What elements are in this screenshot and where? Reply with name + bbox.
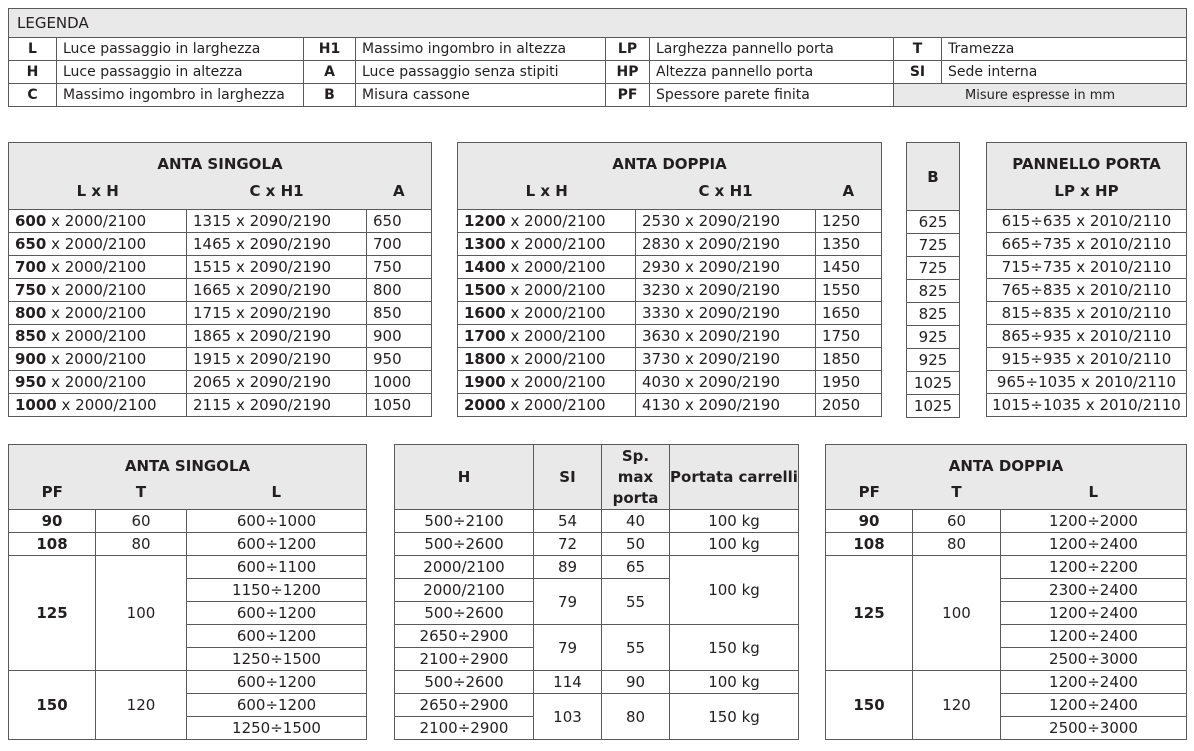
cell-l: 1200÷2000 bbox=[1001, 510, 1187, 533]
cell-l: 600÷1200 bbox=[187, 625, 367, 648]
column-header: L x H bbox=[9, 173, 187, 210]
cell-lxh bbox=[458, 256, 636, 279]
cell-cxh1: 1865 x 2090/2190 bbox=[187, 325, 367, 348]
cell-a: 1000 bbox=[367, 371, 432, 394]
column-header: SI bbox=[534, 445, 602, 510]
cell-b: 1025 bbox=[907, 372, 960, 395]
cell-width-bold: 2000 bbox=[464, 396, 506, 414]
table-row bbox=[395, 694, 799, 717]
cell-h: 2100÷2900 bbox=[395, 717, 534, 740]
table-row bbox=[458, 233, 882, 256]
legend-key: B bbox=[304, 84, 356, 107]
cell-portata: 150 kg bbox=[670, 694, 799, 740]
cell-lxh bbox=[9, 233, 187, 256]
cell-pf: 108 bbox=[9, 533, 96, 556]
cell-cxh1: 1665 x 2090/2190 bbox=[187, 279, 367, 302]
units-note: Misure espresse in mm bbox=[894, 84, 1187, 107]
cell-sp-max: 90 bbox=[602, 671, 670, 694]
cell-si: 79 bbox=[534, 579, 602, 625]
legend-value: Misura cassone bbox=[356, 84, 606, 107]
cell-cxh1: 3330 x 2090/2190 bbox=[636, 302, 816, 325]
cell-lxh bbox=[458, 302, 636, 325]
cell-b: 725 bbox=[907, 234, 960, 257]
table-row bbox=[907, 372, 960, 395]
cell-height: x 2000/2100 bbox=[505, 373, 606, 391]
cell-l: 1200÷2400 bbox=[1001, 533, 1187, 556]
table-row bbox=[9, 279, 432, 302]
legend-title: LEGENDA bbox=[9, 9, 1187, 38]
cell-t: 120 bbox=[96, 671, 187, 740]
legend-value: Luce passaggio in altezza bbox=[57, 61, 304, 84]
legend-key: H bbox=[9, 61, 57, 84]
cell-h: 2000/2100 bbox=[395, 556, 534, 579]
cell-lpxhp: 615÷635 x 2010/2110 bbox=[987, 210, 1187, 233]
cell-pf: 90 bbox=[826, 510, 913, 533]
cell-width-bold: 700 bbox=[15, 258, 47, 276]
cell-lpxhp: 865÷935 x 2010/2110 bbox=[987, 325, 1187, 348]
cell-width-bold: 800 bbox=[15, 304, 47, 322]
cell-lpxhp: 665÷735 x 2010/2110 bbox=[987, 233, 1187, 256]
table-row bbox=[458, 302, 882, 325]
cell-sp-max: 55 bbox=[602, 625, 670, 671]
cell-lpxhp: 715÷735 x 2010/2110 bbox=[987, 256, 1187, 279]
cell-a: 1650 bbox=[816, 302, 882, 325]
cell-pf: 150 bbox=[9, 671, 96, 740]
cell-lxh bbox=[9, 325, 187, 348]
table-row bbox=[826, 556, 1187, 579]
cell-l: 1200÷2400 bbox=[1001, 671, 1187, 694]
table-row bbox=[9, 671, 367, 694]
cell-t: 80 bbox=[913, 533, 1001, 556]
cell-h: 2000/2100 bbox=[395, 579, 534, 602]
cell-lxh bbox=[458, 325, 636, 348]
table-row bbox=[987, 302, 1187, 325]
cell-lpxhp: 1015÷1035 x 2010/2110 bbox=[987, 394, 1187, 417]
cell-a: 900 bbox=[367, 325, 432, 348]
cell-width-bold: 1400 bbox=[464, 258, 506, 276]
cell-l: 1200÷2400 bbox=[1001, 694, 1187, 717]
cell-height: x 2000/2100 bbox=[46, 281, 147, 299]
table-row bbox=[907, 257, 960, 280]
legend-key: T bbox=[894, 38, 942, 61]
cell-l: 600÷1200 bbox=[187, 533, 367, 556]
cell-t: 80 bbox=[96, 533, 187, 556]
column-header: LP x HP bbox=[987, 173, 1187, 210]
cell-h: 500÷2600 bbox=[395, 671, 534, 694]
cell-portata: 100 kg bbox=[670, 533, 799, 556]
cell-lxh bbox=[9, 279, 187, 302]
cassone-table bbox=[906, 142, 960, 418]
table-row bbox=[458, 279, 882, 302]
table-row bbox=[907, 349, 960, 372]
table-row bbox=[458, 210, 882, 233]
cell-width-bold: 950 bbox=[15, 373, 47, 391]
cell-cxh1: 1465 x 2090/2190 bbox=[187, 233, 367, 256]
cell-l: 600÷1100 bbox=[187, 556, 367, 579]
cell-sp-max: 80 bbox=[602, 694, 670, 740]
cell-l: 600÷1200 bbox=[187, 671, 367, 694]
column-header: H bbox=[395, 445, 534, 510]
cell-l: 600÷1200 bbox=[187, 602, 367, 625]
cell-a: 950 bbox=[367, 348, 432, 371]
cell-h: 500÷2600 bbox=[395, 533, 534, 556]
cell-width-bold: 850 bbox=[15, 327, 47, 345]
cell-cxh1: 2065 x 2090/2190 bbox=[187, 371, 367, 394]
cell-lpxhp: 965÷1035 x 2010/2110 bbox=[987, 371, 1187, 394]
table-row bbox=[987, 325, 1187, 348]
cell-height: x 2000/2100 bbox=[505, 235, 606, 253]
cell-lxh bbox=[9, 210, 187, 233]
cell-l: 1150÷1200 bbox=[187, 579, 367, 602]
cell-lxh bbox=[9, 302, 187, 325]
cell-width-bold: 1200 bbox=[464, 212, 506, 230]
cell-width-bold: 650 bbox=[15, 235, 47, 253]
table-row bbox=[9, 256, 432, 279]
table-row bbox=[9, 510, 367, 533]
cell-width-bold: 1800 bbox=[464, 350, 506, 368]
anta-singola-dimensions-table bbox=[8, 142, 432, 417]
table-row bbox=[826, 510, 1187, 533]
column-header: B bbox=[907, 143, 960, 211]
cell-cxh1: 4130 x 2090/2190 bbox=[636, 394, 816, 417]
legend-value: Massimo ingombro in altezza bbox=[356, 38, 606, 61]
table-title: PANNELLO PORTA bbox=[987, 143, 1187, 174]
cell-a: 1250 bbox=[816, 210, 882, 233]
table-title: ANTA DOPPIA bbox=[458, 143, 882, 174]
table-row bbox=[987, 371, 1187, 394]
column-header: PF bbox=[9, 475, 96, 510]
table-row bbox=[987, 233, 1187, 256]
cell-b: 925 bbox=[907, 326, 960, 349]
table-row bbox=[907, 326, 960, 349]
table-row bbox=[987, 279, 1187, 302]
carrelli-table bbox=[394, 444, 799, 740]
cell-sp-max: 50 bbox=[602, 533, 670, 556]
cell-pf: 90 bbox=[9, 510, 96, 533]
table-row bbox=[907, 280, 960, 303]
column-header: A bbox=[816, 173, 882, 210]
cell-h: 2650÷2900 bbox=[395, 694, 534, 717]
cell-cxh1: 3230 x 2090/2190 bbox=[636, 279, 816, 302]
cell-width-bold: 900 bbox=[15, 350, 47, 368]
cell-h: 500÷2100 bbox=[395, 510, 534, 533]
legend-key: PF bbox=[606, 84, 650, 107]
cell-cxh1: 2930 x 2090/2190 bbox=[636, 256, 816, 279]
cell-height: x 2000/2100 bbox=[505, 212, 606, 230]
cell-a: 1950 bbox=[816, 371, 882, 394]
table-row bbox=[458, 394, 882, 417]
cell-l: 600÷1000 bbox=[187, 510, 367, 533]
table-title: ANTA SINGOLA bbox=[9, 445, 367, 476]
cell-a: 750 bbox=[367, 256, 432, 279]
cell-height: x 2000/2100 bbox=[46, 212, 147, 230]
table-row bbox=[826, 533, 1187, 556]
table-title: ANTA SINGOLA bbox=[9, 143, 432, 174]
legend-table bbox=[8, 8, 1187, 107]
cell-pf: 150 bbox=[826, 671, 913, 740]
table-row bbox=[987, 394, 1187, 417]
cell-a: 800 bbox=[367, 279, 432, 302]
cell-portata: 150 kg bbox=[670, 625, 799, 671]
column-header: C x H1 bbox=[636, 173, 816, 210]
table-row bbox=[987, 348, 1187, 371]
cell-l: 2500÷3000 bbox=[1001, 648, 1187, 671]
legend-value: Luce passaggio senza stipiti bbox=[356, 61, 606, 84]
legend-value: Massimo ingombro in larghezza bbox=[57, 84, 304, 107]
cell-t: 100 bbox=[913, 556, 1001, 671]
cell-height: x 2000/2100 bbox=[505, 304, 606, 322]
legend-key: HP bbox=[606, 61, 650, 84]
legend-value: Tramezza bbox=[942, 38, 1187, 61]
cell-si: 72 bbox=[534, 533, 602, 556]
cell-a: 1550 bbox=[816, 279, 882, 302]
cell-height: x 2000/2100 bbox=[46, 304, 147, 322]
cell-width-bold: 1500 bbox=[464, 281, 506, 299]
cell-h: 2650÷2900 bbox=[395, 625, 534, 648]
cell-lpxhp: 765÷835 x 2010/2110 bbox=[987, 279, 1187, 302]
cell-pf: 125 bbox=[9, 556, 96, 671]
cell-h: 2100÷2900 bbox=[395, 648, 534, 671]
cell-cxh1: 2530 x 2090/2190 bbox=[636, 210, 816, 233]
table-row bbox=[9, 394, 432, 417]
cell-b: 725 bbox=[907, 257, 960, 280]
cell-l: 1200÷2400 bbox=[1001, 625, 1187, 648]
cell-lxh bbox=[458, 210, 636, 233]
cell-sp-max: 55 bbox=[602, 579, 670, 625]
cell-b: 1025 bbox=[907, 395, 960, 418]
column-header: L bbox=[1001, 475, 1187, 510]
column-header: C x H1 bbox=[187, 173, 367, 210]
table-title: ANTA DOPPIA bbox=[826, 445, 1187, 476]
cell-lxh bbox=[9, 348, 187, 371]
table-row bbox=[826, 671, 1187, 694]
cell-sp-max: 40 bbox=[602, 510, 670, 533]
cell-width-bold: 600 bbox=[15, 212, 47, 230]
table-row bbox=[9, 371, 432, 394]
table-row bbox=[9, 348, 432, 371]
legend-key: SI bbox=[894, 61, 942, 84]
table-row bbox=[458, 325, 882, 348]
cell-cxh1: 4030 x 2090/2190 bbox=[636, 371, 816, 394]
column-header: A bbox=[367, 173, 432, 210]
cell-portata: 100 kg bbox=[670, 671, 799, 694]
table-row bbox=[395, 556, 799, 579]
cell-l: 2500÷3000 bbox=[1001, 717, 1187, 740]
cell-portata: 100 kg bbox=[670, 510, 799, 533]
pannello-porta-table bbox=[986, 142, 1187, 417]
cell-lxh bbox=[9, 371, 187, 394]
legend-value: Sede interna bbox=[942, 61, 1187, 84]
legend-value: Larghezza pannello porta bbox=[650, 38, 894, 61]
cell-height: x 2000/2100 bbox=[46, 373, 147, 391]
cell-width-bold: 750 bbox=[15, 281, 47, 299]
column-header: PF bbox=[826, 475, 913, 510]
cell-lxh bbox=[9, 256, 187, 279]
cell-height: x 2000/2100 bbox=[505, 396, 606, 414]
table-row bbox=[9, 210, 432, 233]
cell-a: 2050 bbox=[816, 394, 882, 417]
column-header: L bbox=[187, 475, 367, 510]
cell-b: 625 bbox=[907, 211, 960, 234]
cell-width-bold: 1900 bbox=[464, 373, 506, 391]
legend-key: LP bbox=[606, 38, 650, 61]
cell-a: 650 bbox=[367, 210, 432, 233]
table-row bbox=[9, 533, 367, 556]
cell-sp-max: 65 bbox=[602, 556, 670, 579]
legend-value: Altezza pannello porta bbox=[650, 61, 894, 84]
table-row bbox=[458, 256, 882, 279]
cell-si: 114 bbox=[534, 671, 602, 694]
cell-b: 825 bbox=[907, 280, 960, 303]
column-header: Portata carrelli bbox=[670, 445, 799, 510]
cell-l: 2300÷2400 bbox=[1001, 579, 1187, 602]
cell-cxh1: 3730 x 2090/2190 bbox=[636, 348, 816, 371]
anta-doppia-wall-table bbox=[825, 444, 1187, 740]
cell-a: 850 bbox=[367, 302, 432, 325]
cell-lpxhp: 915÷935 x 2010/2110 bbox=[987, 348, 1187, 371]
cell-width-bold: 1600 bbox=[464, 304, 506, 322]
table-row bbox=[907, 395, 960, 418]
table-row bbox=[9, 302, 432, 325]
column-header: T bbox=[913, 475, 1001, 510]
cell-lxh bbox=[458, 371, 636, 394]
anta-singola-wall-table bbox=[8, 444, 367, 740]
column-header: L x H bbox=[458, 173, 636, 210]
cell-a: 1850 bbox=[816, 348, 882, 371]
table-row bbox=[907, 303, 960, 326]
cell-height: x 2000/2100 bbox=[46, 327, 147, 345]
table-row bbox=[395, 671, 799, 694]
cell-pf: 108 bbox=[826, 533, 913, 556]
cell-cxh1: 1715 x 2090/2190 bbox=[187, 302, 367, 325]
table-row bbox=[987, 256, 1187, 279]
cell-l: 1200÷2200 bbox=[1001, 556, 1187, 579]
cell-l: 1250÷1500 bbox=[187, 648, 367, 671]
table-row bbox=[458, 348, 882, 371]
table-row bbox=[458, 371, 882, 394]
column-header: T bbox=[96, 475, 187, 510]
cell-a: 700 bbox=[367, 233, 432, 256]
cell-si: 103 bbox=[534, 694, 602, 740]
cell-height: x 2000/2100 bbox=[46, 235, 147, 253]
cell-l: 600÷1200 bbox=[187, 694, 367, 717]
cell-t: 60 bbox=[96, 510, 187, 533]
cell-height: x 2000/2100 bbox=[46, 258, 147, 276]
table-row bbox=[395, 625, 799, 648]
cell-cxh1: 1915 x 2090/2190 bbox=[187, 348, 367, 371]
cell-cxh1: 2830 x 2090/2190 bbox=[636, 233, 816, 256]
cell-cxh1: 3630 x 2090/2190 bbox=[636, 325, 816, 348]
cell-l: 1250÷1500 bbox=[187, 717, 367, 740]
table-row bbox=[395, 510, 799, 533]
cell-height: x 2000/2100 bbox=[505, 281, 606, 299]
table-row bbox=[9, 233, 432, 256]
table-row bbox=[987, 210, 1187, 233]
cell-lxh bbox=[9, 394, 187, 417]
table-row bbox=[907, 211, 960, 234]
table-row bbox=[907, 234, 960, 257]
cell-si: 89 bbox=[534, 556, 602, 579]
cell-a: 1350 bbox=[816, 233, 882, 256]
cell-a: 1050 bbox=[367, 394, 432, 417]
legend-value: Spessore parete finita bbox=[650, 84, 894, 107]
cell-a: 1450 bbox=[816, 256, 882, 279]
cell-lpxhp: 815÷835 x 2010/2110 bbox=[987, 302, 1187, 325]
cell-height: x 2000/2100 bbox=[46, 350, 147, 368]
cell-width-bold: 1000 bbox=[15, 396, 57, 414]
cell-lxh bbox=[458, 348, 636, 371]
cell-l: 1200÷2400 bbox=[1001, 602, 1187, 625]
cell-portata: 100 kg bbox=[670, 556, 799, 625]
cell-si: 54 bbox=[534, 510, 602, 533]
cell-width-bold: 1700 bbox=[464, 327, 506, 345]
cell-pf: 125 bbox=[826, 556, 913, 671]
table-row bbox=[9, 556, 367, 579]
legend-key: H1 bbox=[304, 38, 356, 61]
legend-key: C bbox=[9, 84, 57, 107]
column-header: Sp. max porta bbox=[602, 445, 670, 510]
cell-b: 925 bbox=[907, 349, 960, 372]
cell-height: x 2000/2100 bbox=[56, 396, 157, 414]
cell-height: x 2000/2100 bbox=[505, 258, 606, 276]
anta-doppia-dimensions-table bbox=[457, 142, 882, 417]
legend-key: A bbox=[304, 61, 356, 84]
cell-h: 500÷2600 bbox=[395, 602, 534, 625]
cell-b: 825 bbox=[907, 303, 960, 326]
legend-key: L bbox=[9, 38, 57, 61]
cell-lxh bbox=[458, 279, 636, 302]
cell-cxh1: 1315 x 2090/2190 bbox=[187, 210, 367, 233]
cell-height: x 2000/2100 bbox=[505, 327, 606, 345]
cell-lxh bbox=[458, 394, 636, 417]
cell-lxh bbox=[458, 233, 636, 256]
table-row bbox=[395, 533, 799, 556]
cell-si: 79 bbox=[534, 625, 602, 671]
legend-value: Luce passaggio in larghezza bbox=[57, 38, 304, 61]
cell-t: 100 bbox=[96, 556, 187, 671]
cell-t: 120 bbox=[913, 671, 1001, 740]
cell-cxh1: 2115 x 2090/2190 bbox=[187, 394, 367, 417]
cell-t: 60 bbox=[913, 510, 1001, 533]
cell-cxh1: 1515 x 2090/2190 bbox=[187, 256, 367, 279]
cell-a: 1750 bbox=[816, 325, 882, 348]
table-row bbox=[9, 325, 432, 348]
cell-height: x 2000/2100 bbox=[505, 350, 606, 368]
cell-width-bold: 1300 bbox=[464, 235, 506, 253]
